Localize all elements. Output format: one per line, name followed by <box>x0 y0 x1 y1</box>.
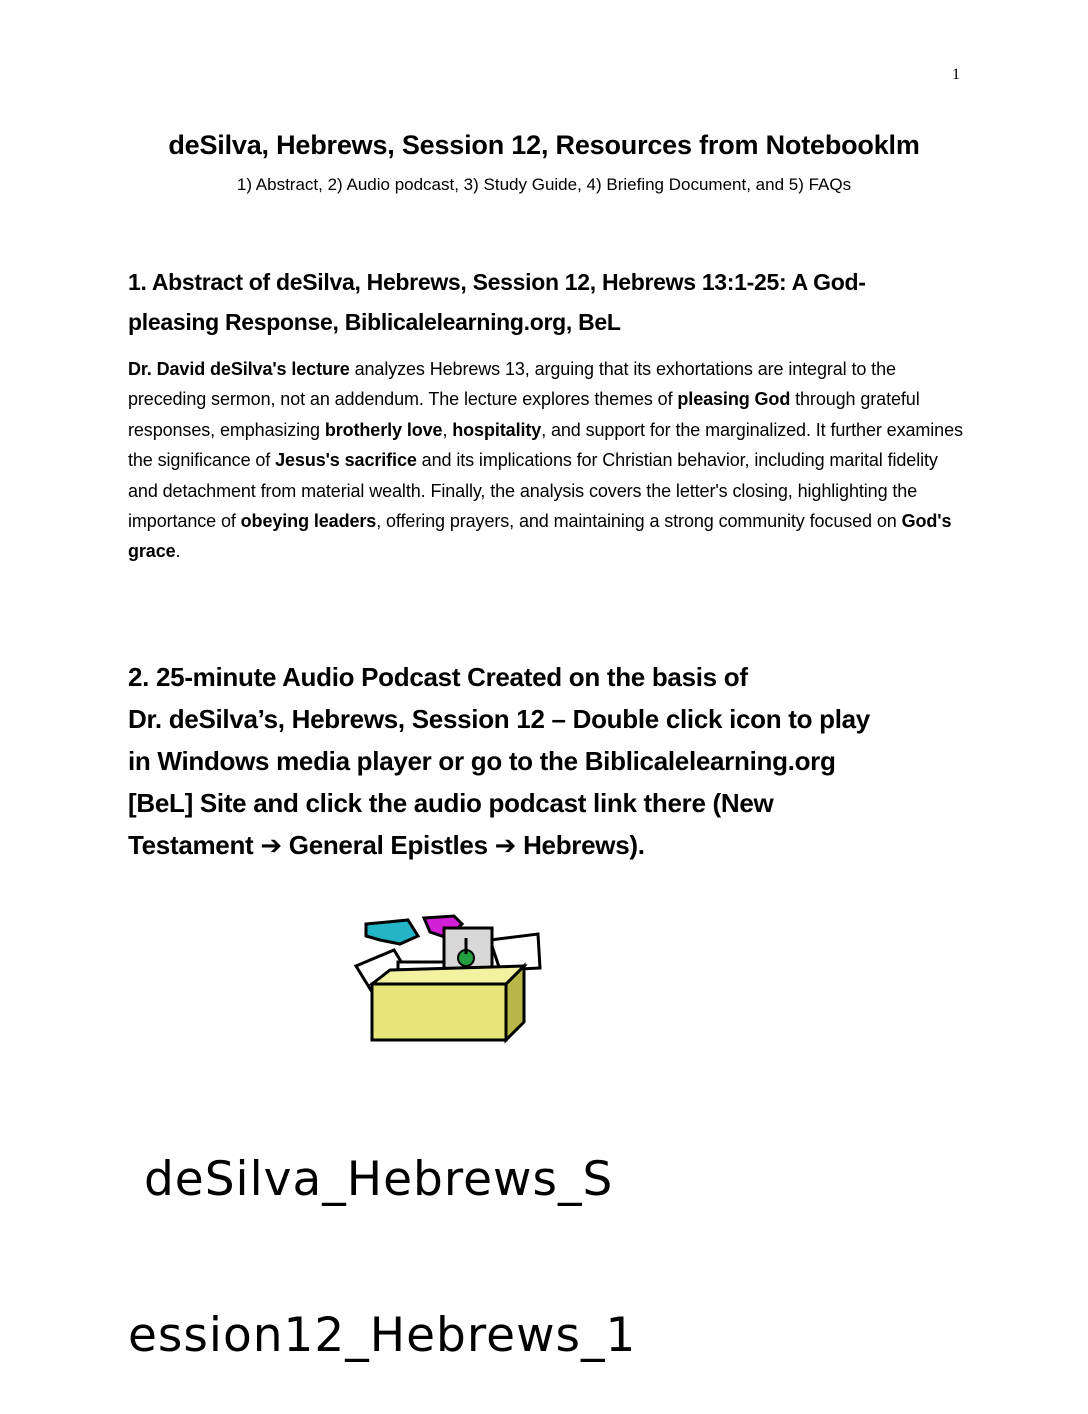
section2-line2: Dr. deSilva’s, Hebrews, Session 12 – Double click icon to play <box>128 704 870 734</box>
document-title: deSilva, Hebrews, Session 12, Resources from Notebooklm <box>168 130 920 160</box>
abstract-text: , and support for the marginalized. It further examines the significance of <box>128 419 963 471</box>
abstract-bold-phrase: God's grace <box>128 511 952 562</box>
section2-heading <box>128 656 958 866</box>
abstract-text: analyzes Hebrews 13, arguing that its exhortations are integral to the preceding sermon, not an addendum. The lecture explores themes of <box>128 359 896 410</box>
abstract-text: , offering prayers, and maintaining a strong community focused on <box>376 511 902 532</box>
arrow-icon: ➔ <box>260 830 282 860</box>
section2-line1: 2. 25-minute Audio Podcast Created on the basis of <box>128 662 748 692</box>
abstract-text: . <box>175 541 181 562</box>
arrow-icon: ➔ <box>494 830 517 860</box>
section2-line4: [BeL] Site and click the audio podcast link there (New <box>128 788 774 818</box>
abstract-bold-phrase: Jesus's sacrifice <box>275 450 417 471</box>
file-name-line2: ession12_Hebrews_1 <box>128 1308 637 1363</box>
section1-heading <box>128 262 958 342</box>
abstract-bold-phrase: Dr. David deSilva's lecture <box>128 359 350 379</box>
section2-line3: in Windows media player or go to the Biblicalelearning.org <box>128 746 836 776</box>
abstract-text: and its implications for Christian behavior, including marital fidelity and detachment from material wealth. Finally, the analysis covers the letter's closing, highlighting the importance of <box>128 450 938 532</box>
section1-heading-line1: 1. Abstract of deSilva, Hebrews, Session 12, Hebrews 13:1-25: A God- <box>128 269 866 295</box>
section2-line5-a: Testament <box>128 830 261 860</box>
abstract-bold-phrase: pleasing God <box>677 389 791 410</box>
page-number: 1 <box>952 66 960 83</box>
section2-line5-b: General Epistles <box>281 830 495 860</box>
section2-line5-c: Hebrews). <box>516 830 645 860</box>
abstract-paragraph <box>128 354 964 567</box>
attachment-file-name[interactable] <box>128 1050 753 1363</box>
section2-line5 <box>128 824 958 866</box>
abstract-text: , <box>442 419 453 440</box>
abstract-bold-phrase: obeying leaders <box>240 511 377 532</box>
package-icon[interactable] <box>350 910 544 1044</box>
document-subtitle: 1) Abstract, 2) Audio podcast, 3) Study Guide, 4) Briefing Document, and 5) FAQs <box>236 175 852 194</box>
section1-heading-line2: pleasing Response, Biblicalelearning.org, BeL <box>128 309 621 335</box>
abstract-text: through grateful responses, emphasizing <box>128 389 920 440</box>
abstract-bold-phrase: brotherly love <box>324 419 443 440</box>
abstract-bold-phrase: hospitality <box>452 419 542 440</box>
file-name-line1: deSilva_Hebrews_S <box>128 1152 614 1207</box>
